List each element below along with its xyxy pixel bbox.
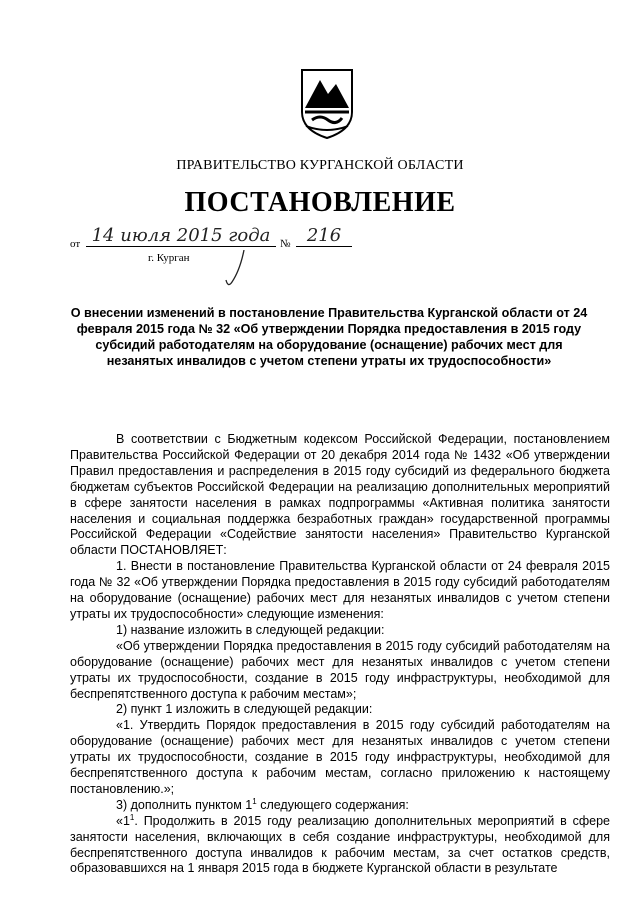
paragraph: 1. Внести в постановление Правительства Курганской области от 24 февраля 2015 года № 32 «Об утверждении Порядка предоставления в 2015 году субсидий работодателям на оборудование (оснащение) рабочих мест для незанятых инвалидов с учетом степени утраты их трудоспособности» следующие изменения: [70,559,610,621]
date-number-line [70,225,370,272]
document-title: О внесении изменений в постановление Правительства Курганской области от 24 февраля 2015 года № 32 «Об утверждении Порядка предоставления в 2015 году субсидий работодателям на оборудование (оснащение) рабочих мест для незанятых инвалидов с учетом степени утраты их трудоспособности» [70,306,588,368]
paragraph: 1) название изложить в следующей редакции: [116,622,385,637]
document-type: ПОСТАНОВЛЕНИЕ [184,187,456,218]
handwritten-number: 216 [296,226,352,247]
handwriting-stroke [220,250,250,290]
paragraph: 3) дополнить пунктом $1^1$ следующего содержания: [116,796,409,812]
organization-name: ПРАВИТЕЛЬСТВО КУРГАНСКОЙ ОБЛАСТИ [176,158,464,173]
handwritten-date: 14 июля 2015 года [86,226,276,247]
paragraph: «$1^1$. Продолжить в 2015 году реализацию дополнительных мероприятий в сфере занятости населения, включающих в себя создание инфраструктуры, необходимой для беспрепятственного доступа инвалидов к рабочим местам, за счет остатков средств, образовавшихся на 1 января 2015 года в бюджете Курганской области в результате [70,812,610,876]
document-body [70,432,610,877]
number-label: № [280,238,291,250]
paragraph: 2) пункт 1 изложить в следующей редакции: [116,702,373,717]
paragraph: «Об утверждении Порядка предоставления в 2015 году субсидий работодателям на оборудование (оснащение) рабочих мест для незанятых инвалидов с учетом степени утраты их трудоспособности, создание в 2015 году инфраструктуры, необходимой для беспрепятственного доступа к рабочим местам»; [70,638,610,701]
kurgan-coat-of-arms-emblem [298,68,356,140]
paragraph: В соответствии с Бюджетным кодексом Российской Федерации, постановлением Правительства Российской Федерации от 20 декабря 2014 года № 1432 «Об утверждении Правил предоставления и распределения в 2015 году субсидий из федерального бюджета бюджетам субъектов Российской Федерации на реализацию дополнительных мероприятий в сфере занятости населения в рамках подпрограммы «Активная политика занятости населения и социальная поддержка безработных граждан» государственной программы Российской Федерации «Содействие занятости населения» Правительство Курганской области ПОСТАНОВЛЯЕТ: [70,432,610,558]
paragraph: «1. Утвердить Порядок предоставления в 2015 году субсидий работодателям на оборудование (оснащение) рабочих мест для незанятых инвалидов с учетом степени утраты их трудоспособности, создание в 2015 году инфраструктуры, необходимой для беспрепятственного доступа к рабочим местам, согласно приложению к настоящему постановлению.»; [70,718,610,796]
from-label: от [70,238,81,250]
city-label: г. Курган [148,252,190,264]
